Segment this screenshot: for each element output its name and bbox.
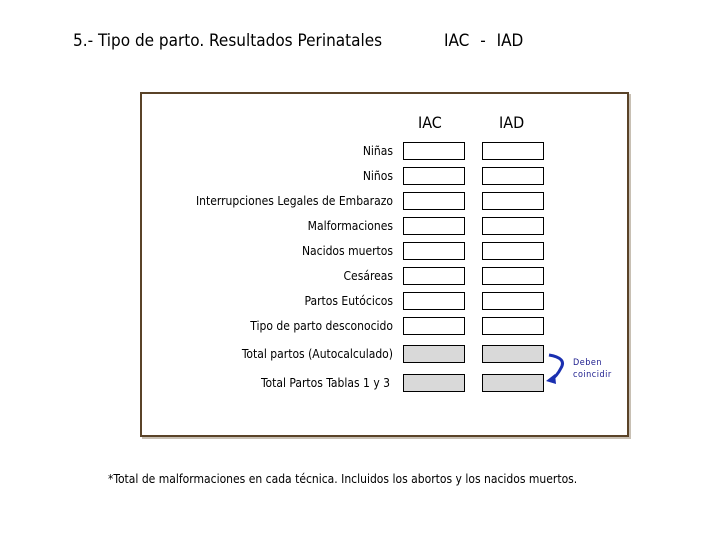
iac-input[interactable]	[403, 142, 465, 160]
column-header-iad: IAD	[499, 113, 525, 132]
iad-input	[482, 374, 544, 392]
iac-input[interactable]	[403, 267, 465, 285]
row-label: Niñas	[362, 144, 393, 158]
iac-input[interactable]	[403, 217, 465, 235]
iad-input[interactable]	[482, 142, 544, 160]
iad-input[interactable]	[482, 267, 544, 285]
iac-input	[403, 345, 465, 363]
note-line-1: Deben	[573, 358, 602, 368]
column-header-iac: IAC	[418, 113, 442, 132]
row-label: Niños	[362, 169, 393, 183]
iac-input	[403, 374, 465, 392]
iad-input	[482, 345, 544, 363]
page-subtitle: IAC - IAD	[444, 31, 524, 51]
iac-input[interactable]	[403, 192, 465, 210]
iac-input[interactable]	[403, 167, 465, 185]
row-label: Partos Eutócicos	[304, 294, 393, 308]
row-label: Cesáreas	[343, 269, 393, 283]
row-label: Interrupciones Legales de Embarazo	[195, 194, 393, 208]
note-line-2: coincidir	[573, 370, 612, 380]
curved-arrow-icon	[545, 350, 575, 386]
footnote: *Total de malformaciones en cada técnica. Incluidos los abortos y los nacidos muertos.	[108, 472, 578, 486]
iad-input[interactable]	[482, 317, 544, 335]
iac-input[interactable]	[403, 317, 465, 335]
row-label: Tipo de parto desconocido	[250, 319, 393, 333]
row-label: Total partos (Autocalculado)	[241, 347, 393, 361]
row-label: Nacidos muertos	[301, 244, 393, 258]
iad-input[interactable]	[482, 242, 544, 260]
row-label: Malformaciones	[307, 219, 393, 233]
iad-input[interactable]	[482, 292, 544, 310]
iad-input[interactable]	[482, 192, 544, 210]
row-label: Total Partos Tablas 1 y 3	[260, 376, 390, 390]
match-note	[573, 357, 612, 381]
page-title: 5.- Tipo de parto. Resultados Perinatales	[73, 31, 383, 51]
iac-input[interactable]	[403, 242, 465, 260]
iac-input[interactable]	[403, 292, 465, 310]
iad-input[interactable]	[482, 217, 544, 235]
iad-input[interactable]	[482, 167, 544, 185]
